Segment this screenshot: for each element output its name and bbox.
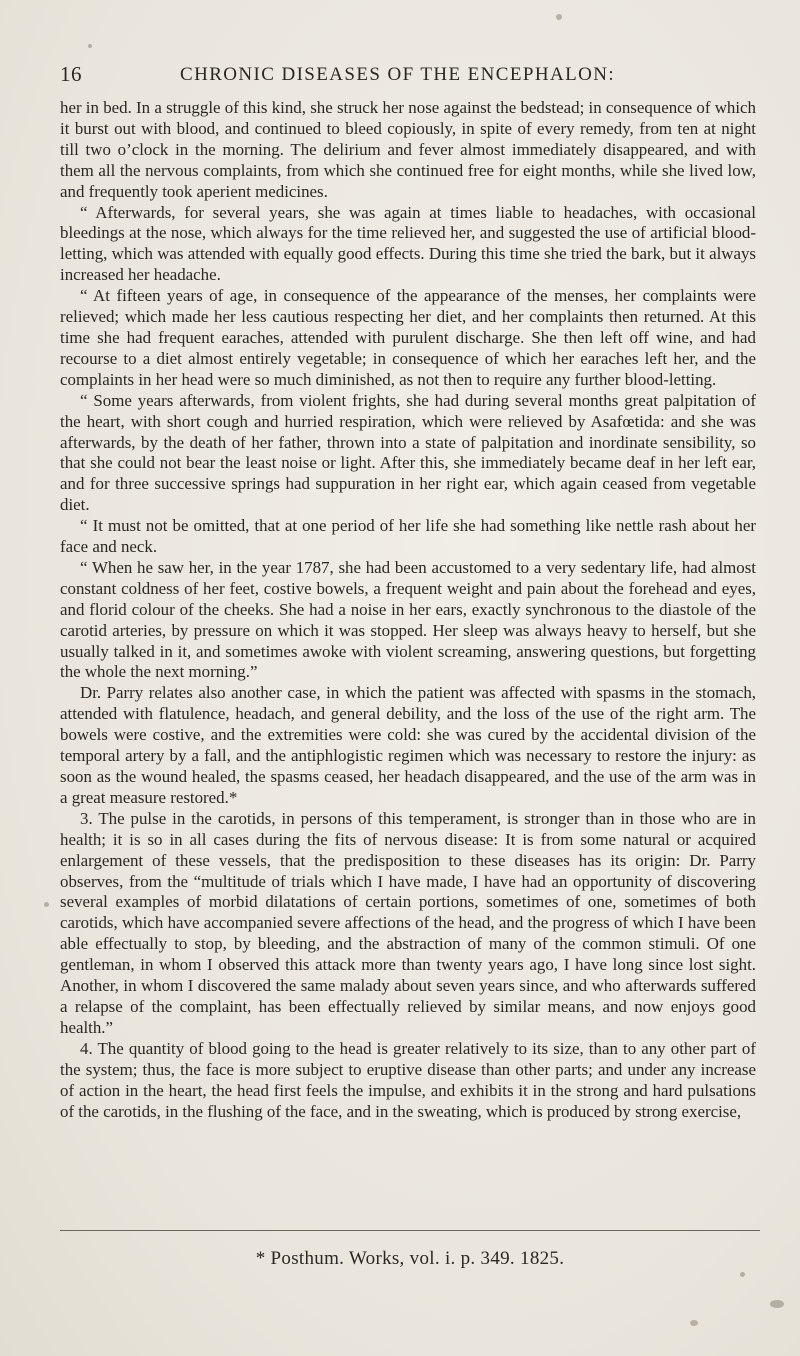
paper-speck bbox=[44, 902, 49, 907]
paper-speck bbox=[770, 1300, 784, 1308]
footnote-rule bbox=[60, 1230, 760, 1231]
paragraph: “ Some years afterwards, from violent frights, she had during several months great palpitation of the heart, with short cough and hurried respiration, which were relieved by Asafœtida: and she was afterwards, by the death of her father, thrown into a state of palpitation and inordinate sensibility, so that she could not bear the least noise or light. After this, she immediately became deaf in her left ear, and for three successive springs had suppuration in her right ear, which again ceased from vegetable diet. bbox=[60, 390, 756, 515]
footnote: * Posthum. Works, vol. i. p. 349. 1825. bbox=[255, 1248, 565, 1269]
paragraph: “ At fifteen years of age, in consequence of the appearance of the menses, her complaints were relieved; which made her less cautious respecting her diet, and her complaints then returned. At this time she had frequent earaches, attended with purulent discharge. She then left off wine, and had recourse to a diet almost entirely vegetable; in consequence of which her earaches left her, and the complaints in her head were so much diminished, as not then to require any further blood-letting. bbox=[60, 286, 756, 389]
body-text bbox=[60, 98, 756, 1122]
paragraph: “ It must not be omitted, that at one period of her life she had something like nettle rash about her face and neck. bbox=[60, 516, 756, 557]
paragraph: her in bed. In a struggle of this kind, she struck her nose against the bedstead; in consequence of which it burst out with blood, and continued to bleed copiously, in spite of every remedy, from ten at night till two o’clock in the morning. The delirium and fever almost immediately disappeared, and with them all the nervous complaints, from which she continued free for eight months, while she lived low, and frequently took aperient medicines. bbox=[60, 98, 756, 201]
page-number: 16 bbox=[60, 62, 82, 86]
paper-speck bbox=[690, 1320, 698, 1326]
paragraph: “ When he saw her, in the year 1787, she had been accustomed to a very sedentary life, had almost constant coldness of her feet, costive bowels, a frequent weight and pain about the forehead and eyes, and florid colour of the cheeks. She had a noise in her ears, exactly synchronous to the diastole of the carotid arteries, by pressure on which it was stopped. Her sleep was always heavy to herself, but she usually talked in it, and sometimes awoke with violent screaming, answering questions, but forgetting the whole the next morning.” bbox=[60, 557, 756, 682]
paper-speck bbox=[740, 1272, 745, 1277]
paragraph: Dr. Parry relates also another case, in which the patient was affected with spasms in the stomach, attended with flatulence, headach, and general debility, and the loss of the use of the right arm. The bowels were costive, and the extremities were cold: she was cured by the accidental division of the temporal artery by a fall, and the antiphlogistic regimen which was necessary to restore the injury: as soon as the wound healed, the spasms ceased, her headach disappeared, and the use of the arm was in a great measure restored.* bbox=[60, 683, 756, 807]
paper-speck bbox=[88, 44, 92, 48]
running-head bbox=[60, 62, 750, 86]
paragraph: 4. The quantity of blood going to the head is greater relatively to its size, than to any other part of the system; thus, the face is more subject to eruptive disease than other parts; and under any increase of action in the heart, the head first feels the impulse, and exhibits it in the strong and hard pulsations of the carotids, in the flushing of the face, and in the sweating, which is produced by strong exercise, bbox=[60, 1038, 756, 1121]
paragraph: “ Afterwards, for several years, she was again at times liable to headaches, with occasional bleedings at the nose, which always for the time relieved her, and suggested the use of artificial blood-letting, which was attended with equally good effects. During this time she tried the bark, but it always increased her headache. bbox=[60, 202, 756, 285]
paragraph: 3. The pulse in the carotids, in persons of this temperament, is stronger than in those who are in health; it is so in all cases during the fits of nervous disease: It is from some natural or acquired enlargement of these vessels, that the predisposition to these diseases has its origin: Dr. Parry observes, from the “multitude of trials which I have made, I have had an opportunity of discovering several examples of morbid dilatations of certain portions, sometimes of one, sometimes of both carotids, which have accompanied severe affections of the head, and the progress of which I have been able effectually to stop, by bleeding, and the abstraction of many of the common stimuli. Of one gentleman, in whom I observed this attack more than twenty years ago, I have long since lost sight. Another, in whom I discovered the same malady about seven years since, and who afterwards suffered a relapse of the complaint, has been effectually relieved by similar means, and now enjoys good health.” bbox=[60, 808, 756, 1037]
running-title: CHRONIC DISEASES OF THE ENCEPHALON: bbox=[180, 64, 616, 85]
paper-speck bbox=[556, 14, 562, 20]
